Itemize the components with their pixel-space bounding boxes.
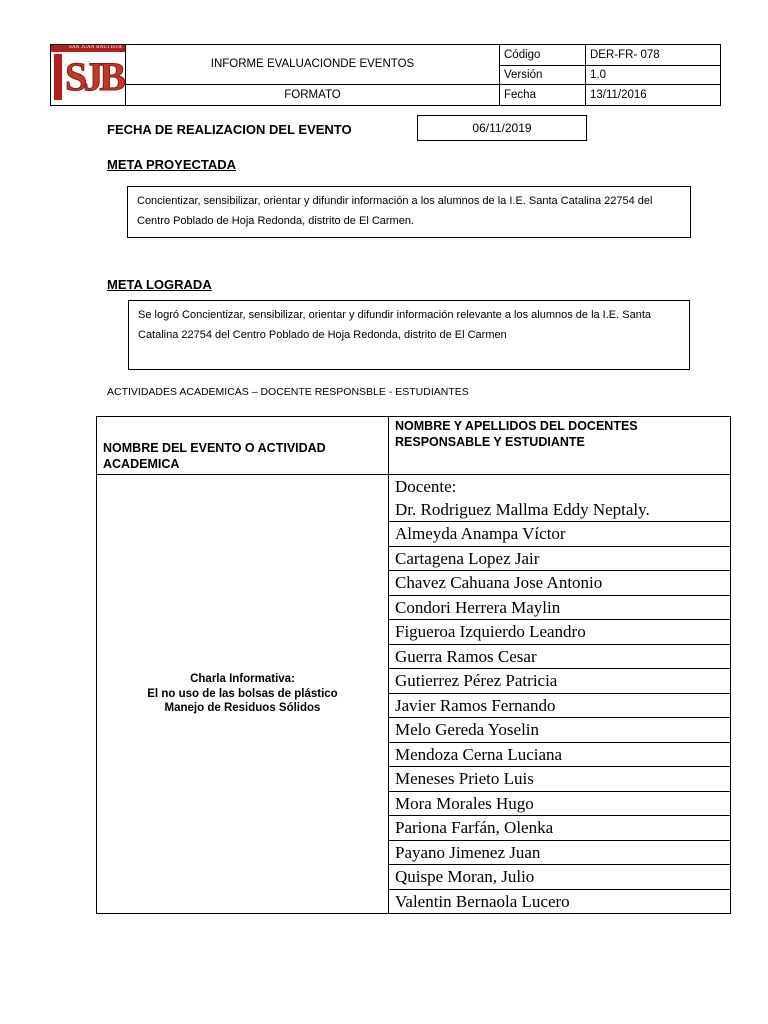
meta-lograda-box xyxy=(128,300,690,370)
student-name: Mendoza Cerna Luciana xyxy=(389,742,731,767)
document-header xyxy=(50,44,721,106)
document-title: INFORME EVALUACIONDE EVENTOS xyxy=(126,45,500,85)
event-line-3: Manejo de Residuos Sólidos xyxy=(164,702,321,715)
meta-proyectada-label: META PROYECTADA xyxy=(107,157,237,172)
student-name: Cartagena Lopez Jair xyxy=(389,546,731,571)
codigo-value: DER-FR- 078 xyxy=(586,45,721,66)
fecha-value: 13/11/2016 xyxy=(586,84,721,105)
student-name: Melo Gereda Yoselin xyxy=(389,718,731,743)
student-name: Guerra Ramos Cesar xyxy=(389,644,731,669)
student-name: Payano Jimenez Juan xyxy=(389,840,731,865)
student-name: Mora Morales Hugo xyxy=(389,791,731,816)
meta-proyectada-box xyxy=(127,186,691,238)
activities-table xyxy=(96,416,731,914)
meta-lograda-label: META LOGRADA xyxy=(107,277,212,292)
student-name: Condori Herrera Maylin xyxy=(389,595,731,620)
version-value: 1.0 xyxy=(586,66,721,85)
event-date-label: FECHA DE REALIZACION DEL EVENTO xyxy=(107,122,352,137)
event-line-2: El no uso de las bolsas de plástico xyxy=(147,687,338,700)
student-name: Figueroa Izquierdo Leandro xyxy=(389,620,731,645)
student-name: Chavez Cahuana Jose Antonio xyxy=(389,571,731,596)
logo-cell xyxy=(51,45,126,106)
col-header-names: NOMBRE Y APELLIDOS DEL DOCENTES RESPONSABLE Y ESTUDIANTE xyxy=(389,417,731,475)
student-name: Pariona Farfán, Olenka xyxy=(389,816,731,841)
activities-title: ACTIVIDADES ACADEMICAS – DOCENTE RESPONSBLE - ESTUDIANTES xyxy=(107,386,469,398)
event-cell xyxy=(97,475,389,914)
student-name: Quispe Moran, Julio xyxy=(389,865,731,890)
version-label: Versión xyxy=(500,66,586,85)
event-date-box xyxy=(417,115,587,141)
student-name: Javier Ramos Fernando xyxy=(389,693,731,718)
docente-cell xyxy=(389,475,731,522)
docente-name: Dr. Rodriguez Mallma Eddy Neptaly. xyxy=(395,500,650,519)
event-line-1: Charla Informativa: xyxy=(190,673,295,686)
document-subtitle: FORMATO xyxy=(126,84,500,105)
meta-lograda-text: Se logró Concientizar, sensibilizar, orientar y difundir información relevante a los alumnos de la I.E. Santa Catalina 22754 del Centro Poblado de Hoja Redonda, distrito de El Carmen xyxy=(138,309,651,341)
col-header-event: NOMBRE DEL EVENTO O ACTIVIDAD ACADEMICA xyxy=(97,417,389,475)
fecha-label: Fecha xyxy=(500,84,586,105)
codigo-label: Código xyxy=(500,45,586,66)
docente-label: Docente: xyxy=(395,477,457,496)
student-name: Almeyda Anampa Víctor xyxy=(389,522,731,547)
event-date-value: 06/11/2019 xyxy=(472,121,532,135)
student-name: Meneses Prieto Luis xyxy=(389,767,731,792)
student-name: Valentin Bernaola Lucero xyxy=(389,889,731,914)
student-name: Gutierrez Pérez Patricia xyxy=(389,669,731,694)
institution-logo: SAN JUAN BAUTISTA SJB xyxy=(51,45,125,105)
meta-proyectada-text: Concientizar, sensibilizar, orientar y difundir información a los alumnos de la I.E. Santa Catalina 22754 del Centro Poblado de Hoja Redonda, distrito de El Carmen. xyxy=(137,195,653,227)
